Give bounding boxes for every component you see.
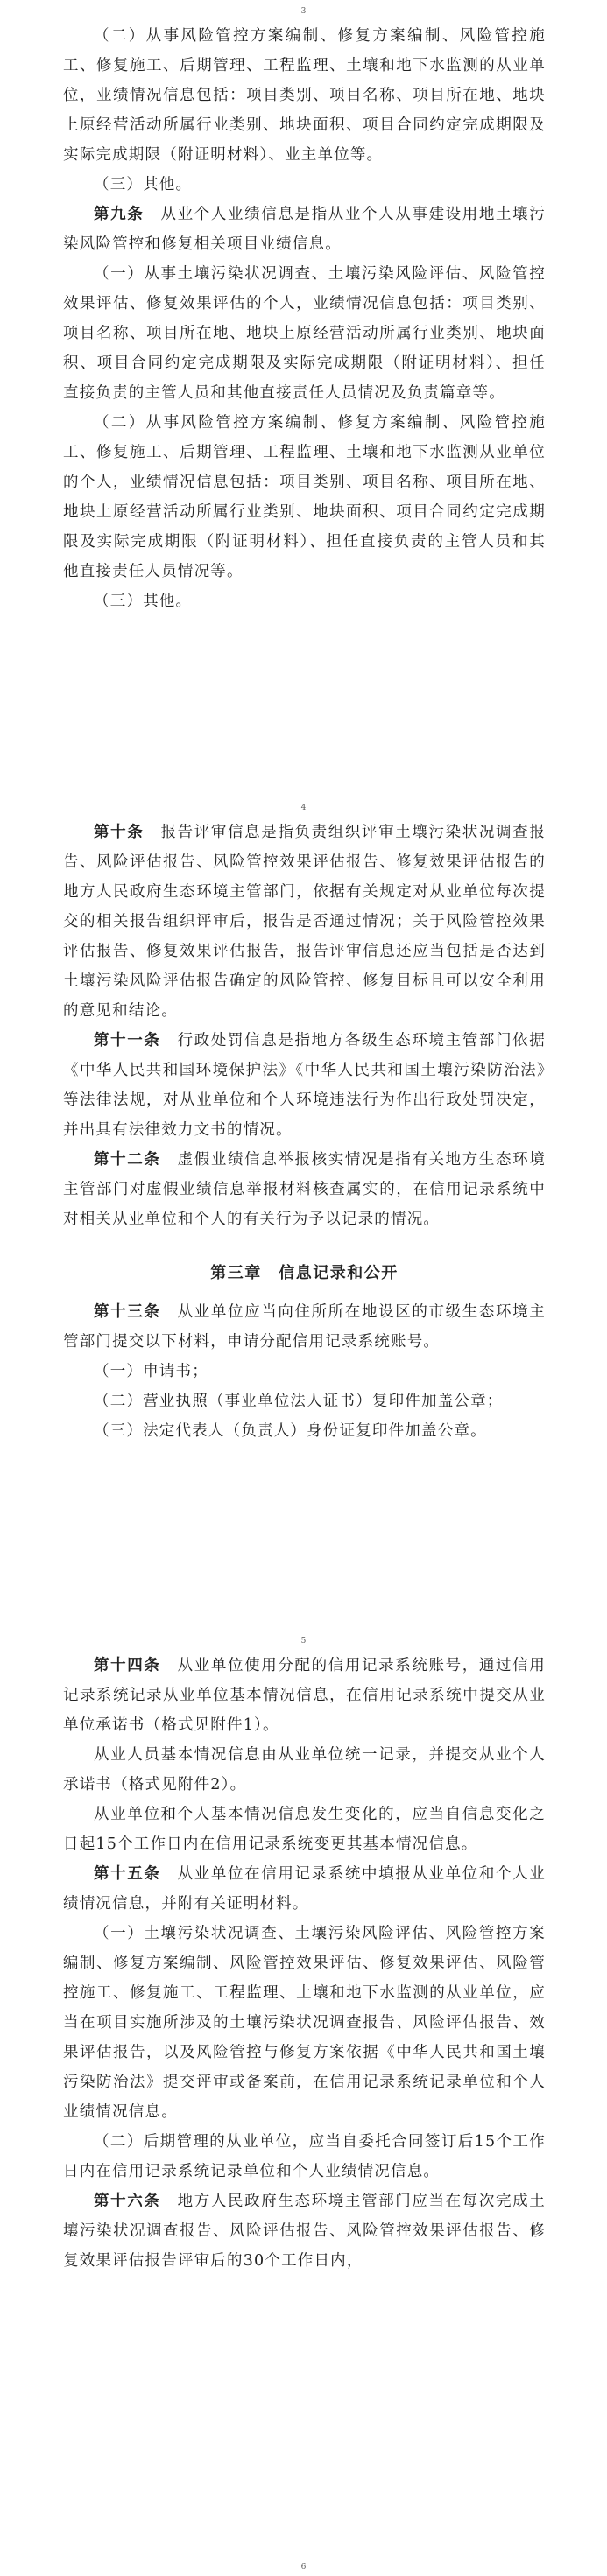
article-number: 第十一条 (94, 1032, 161, 1049)
article-number: 第十五条 (94, 1865, 161, 1883)
paragraph: （二）从事风险管控方案编制、修复方案编制、风险管控施工、修复施工、后期管理、工程监理、土壤和地下水监测的从业单位，业绩情况信息包括：项目类别、项目名称、项目所在地、地块上原经营活动所属行业类别、地块面积、项目合同约定完成期限及实际完成期限（附证明材料）、业主单位等。 (63, 27, 546, 164)
paragraph: （一）从事土壤污染状况调查、土壤污染风险评估、风险管控效果评估、修复效果评估的个人，业绩情况信息包括：项目类别、项目名称、项目所在地、地块上原经营活动所属行业类别、地块面积、项目合同约定完成期限及实际完成期限（附证明材料）、担任直接负责的主管人员和其他直接责任人员情况及负责篇章等。 (63, 265, 546, 402)
article-paragraph: 第十四条 从业单位使用分配的信用记录系统账号，通过信用记录系统记录从业单位基本情况信息，在信用记录系统中提交从业单位承诺书（格式见附件1）。 (63, 1657, 547, 1734)
article-paragraph: 第十二条 虚假业绩信息举报核实情况是指有关地方生态环境主管部门对虚假业绩信息举报材料核查属实的，在信用记录系统中对相关从业单位和个人的有关行为予以记录的情况。 (63, 1151, 547, 1228)
article-number: 第十六条 (94, 2193, 161, 2210)
article-number: 第十四条 (94, 1657, 161, 1674)
article-paragraph: 第十五条 从业单位在信用记录系统中填报从业单位和个人业绩情况信息，并附有关证明材料。 (63, 1865, 547, 1913)
page-5-body (0, 1651, 607, 2276)
paragraph: 从业人员基本情况信息由从业单位统一记录，并提交从业个人承诺书（格式见附件2）。 (63, 1746, 546, 1793)
page-4-body (0, 818, 607, 1446)
page-number: 3 (300, 7, 307, 16)
paragraph: （一）土壤污染状况调查、土壤污染风险评估、风险管控方案编制、修复方案编制、风险管控效果评估、修复效果评估、风险管控施工、修复施工、工程监理、土壤和地下水监测的从业单位，应当在项目实施所涉及的土壤污染状况调查报告、风险评估报告、效果评估报告，以及风险管控与修复方案依据《中华人民共和国土壤污染防治法》提交评审或备案前，在信用记录系统记录单位和个人业绩情况信息。 (63, 1925, 546, 2121)
article-number: 第十条 (94, 824, 145, 841)
paragraph: （二）营业执照（事业单位法人证书）复印件加盖公章； (94, 1393, 504, 1410)
article-paragraph: 第十一条 行政处罚信息是指地方各级生态环境主管部门依据《中华人民共和国环境保护法》《中华人民共和国土壤污染防治法》等法律法规，对从业单位和个人环境违法行为作出行政处罚决定，并出具有法律效力文书的情况。 (63, 1032, 547, 1139)
paragraph: （一）申请书； (94, 1363, 208, 1380)
chapter-title: 第三章 信息记录和公开 (210, 1264, 399, 1282)
article-paragraph: 第九条 从业个人业绩信息是指从业个人从事建设用地土壤污染风险管控和修复相关项目业绩信息。 (63, 206, 547, 253)
paragraph: 从业单位和个人基本情况信息发生变化的，应当自信息变化之日起15个工作日内在信用记录系统变更其基本情况信息。 (63, 1806, 546, 1853)
paragraph: （三）法定代表人（负责人）身份证复印件加盖公章。 (94, 1422, 487, 1440)
article-number: 第九条 (94, 206, 145, 223)
article-paragraph: 第十三条 从业单位应当向住所所在地设区的市级生态环境主管部门提交以下材料，申请分配信用记录系统账号。 (63, 1303, 547, 1351)
article-number: 第十三条 (94, 1303, 161, 1321)
article-paragraph: 第十六条 地方人民政府生态环境主管部门应当在每次完成土壤污染状况调查报告、风险评估报告、风险管控效果评估报告、修复效果评估报告评审后的30个工作日内， (63, 2193, 547, 2270)
page-number: 6 (300, 2563, 307, 2572)
article-paragraph: 第十条 报告评审信息是指负责组织评审土壤污染状况调查报告、风险评估报告、风险管控效果评估报告、修复效果评估报告的地方人民政府生态环境主管部门，依据有关规定对从业单位每次提交的相关报告组织评审后，报告是否通过情况；关于风险管控效果评估报告、修复效果评估报告，报告评审信息还应当包括是否达到土壤污染风险评估报告确定的风险管控、修复目标且可以安全利用的意见和结论。 (63, 824, 547, 1020)
paragraph: （三）其他。 (94, 176, 193, 193)
article-number: 第十二条 (94, 1151, 161, 1169)
page-number: 4 (300, 804, 307, 812)
paragraph: （二）从事风险管控方案编制、修复方案编制、风险管控施工、修复施工、后期管理、工程监理、土壤和地下水监测从业单位的个人，业绩情况信息包括：项目类别、项目名称、项目所在地、地块上原经营活动所属行业类别、地块面积、项目合同约定完成期限及实际完成期限（附证明材料）、担任直接负责的主管人员和其他直接责任人员情况等。 (63, 414, 546, 580)
page-number: 5 (300, 1637, 307, 1646)
paragraph: （二）后期管理的从业单位，应当自委托合同签订后15个工作日内在信用记录系统记录单位和个人业绩情况信息。 (63, 2133, 546, 2180)
paragraph: （三）其他。 (94, 593, 193, 610)
page-3-body (0, 21, 607, 616)
